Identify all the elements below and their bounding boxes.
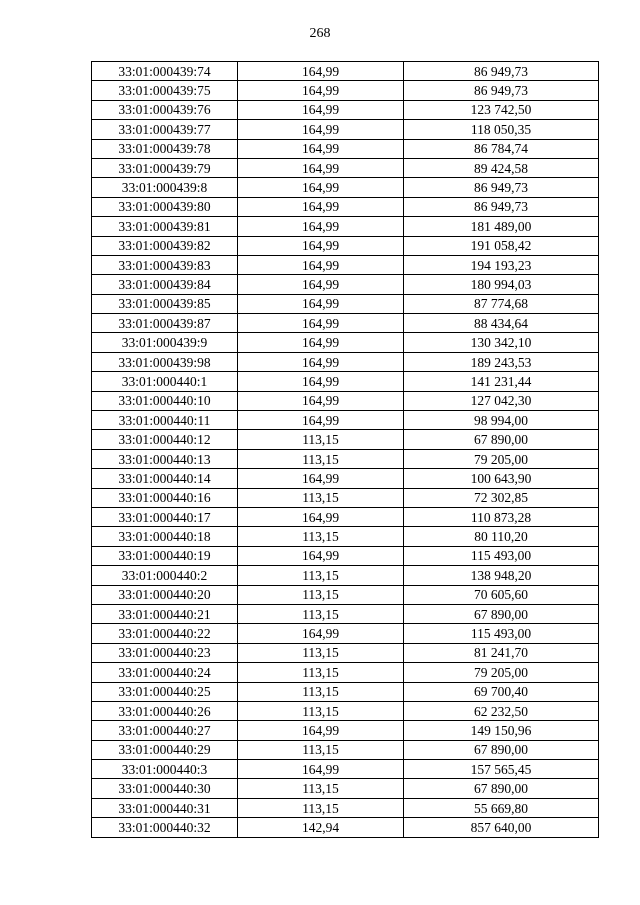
cadastral-number-cell: 33:01:000440:16 bbox=[92, 488, 238, 507]
table-row bbox=[92, 333, 599, 352]
value-cell: 110 873,28 bbox=[404, 507, 599, 526]
table-row bbox=[92, 255, 599, 274]
cadastral-number-cell: 33:01:000440:13 bbox=[92, 449, 238, 468]
cadastral-number-cell: 33:01:000439:81 bbox=[92, 217, 238, 236]
value-cell: 115 493,00 bbox=[404, 546, 599, 565]
value-cell: 194 193,23 bbox=[404, 255, 599, 274]
rate-cell: 164,99 bbox=[238, 100, 404, 119]
rate-cell: 164,99 bbox=[238, 81, 404, 100]
rate-cell: 113,15 bbox=[238, 643, 404, 662]
rate-cell: 164,99 bbox=[238, 139, 404, 158]
value-cell: 86 784,74 bbox=[404, 139, 599, 158]
cadastral-number-cell: 33:01:000440:30 bbox=[92, 779, 238, 798]
rate-cell: 164,99 bbox=[238, 255, 404, 274]
cadastral-number-cell: 33:01:000440:20 bbox=[92, 585, 238, 604]
cadastral-number-cell: 33:01:000440:27 bbox=[92, 721, 238, 740]
rate-cell: 113,15 bbox=[238, 488, 404, 507]
cadastral-number-cell: 33:01:000439:87 bbox=[92, 314, 238, 333]
table-row bbox=[92, 352, 599, 371]
value-cell: 86 949,73 bbox=[404, 81, 599, 100]
cadastral-number-cell: 33:01:000439:75 bbox=[92, 81, 238, 100]
value-cell: 180 994,03 bbox=[404, 275, 599, 294]
value-cell: 138 948,20 bbox=[404, 566, 599, 585]
table-row bbox=[92, 469, 599, 488]
cadastral-number-cell: 33:01:000439:76 bbox=[92, 100, 238, 119]
table-row bbox=[92, 488, 599, 507]
rate-cell: 164,99 bbox=[238, 197, 404, 216]
value-cell: 67 890,00 bbox=[404, 779, 599, 798]
cadastral-number-cell: 33:01:000440:11 bbox=[92, 411, 238, 430]
cadastral-number-cell: 33:01:000440:22 bbox=[92, 624, 238, 643]
table-row bbox=[92, 682, 599, 701]
table-row bbox=[92, 527, 599, 546]
rate-cell: 164,99 bbox=[238, 236, 404, 255]
cadastral-number-cell: 33:01:000440:24 bbox=[92, 663, 238, 682]
value-cell: 98 994,00 bbox=[404, 411, 599, 430]
rate-cell: 164,99 bbox=[238, 178, 404, 197]
rate-cell: 164,99 bbox=[238, 158, 404, 177]
cadastral-number-cell: 33:01:000439:98 bbox=[92, 352, 238, 371]
table-row bbox=[92, 760, 599, 779]
cadastral-number-cell: 33:01:000440:12 bbox=[92, 430, 238, 449]
cadastral-number-cell: 33:01:000440:31 bbox=[92, 798, 238, 817]
rate-cell: 113,15 bbox=[238, 701, 404, 720]
cadastral-number-cell: 33:01:000439:84 bbox=[92, 275, 238, 294]
cadastral-number-cell: 33:01:000440:23 bbox=[92, 643, 238, 662]
table-row bbox=[92, 585, 599, 604]
cadastral-number-cell: 33:01:000440:19 bbox=[92, 546, 238, 565]
rate-cell: 113,15 bbox=[238, 527, 404, 546]
rate-cell: 113,15 bbox=[238, 779, 404, 798]
rate-cell: 164,99 bbox=[238, 391, 404, 410]
cadastral-number-cell: 33:01:000440:3 bbox=[92, 760, 238, 779]
rate-cell: 164,99 bbox=[238, 217, 404, 236]
table-row bbox=[92, 158, 599, 177]
value-cell: 87 774,68 bbox=[404, 294, 599, 313]
cadastral-number-cell: 33:01:000440:10 bbox=[92, 391, 238, 410]
value-cell: 115 493,00 bbox=[404, 624, 599, 643]
table-row bbox=[92, 120, 599, 139]
cadastral-number-cell: 33:01:000440:25 bbox=[92, 682, 238, 701]
cadastral-number-cell: 33:01:000439:78 bbox=[92, 139, 238, 158]
cadastral-number-cell: 33:01:000440:1 bbox=[92, 372, 238, 391]
cadastral-value-table bbox=[91, 61, 599, 838]
rate-cell: 164,99 bbox=[238, 546, 404, 565]
rate-cell: 164,99 bbox=[238, 507, 404, 526]
cadastral-number-cell: 33:01:000439:85 bbox=[92, 294, 238, 313]
table-row bbox=[92, 546, 599, 565]
table-row bbox=[92, 740, 599, 759]
table-row bbox=[92, 507, 599, 526]
table-row bbox=[92, 721, 599, 740]
value-cell: 81 241,70 bbox=[404, 643, 599, 662]
table-row bbox=[92, 275, 599, 294]
table-row bbox=[92, 798, 599, 817]
value-cell: 72 302,85 bbox=[404, 488, 599, 507]
value-cell: 70 605,60 bbox=[404, 585, 599, 604]
cadastral-number-cell: 33:01:000439:8 bbox=[92, 178, 238, 197]
value-cell: 857 640,00 bbox=[404, 818, 599, 837]
value-cell: 88 434,64 bbox=[404, 314, 599, 333]
rate-cell: 164,99 bbox=[238, 624, 404, 643]
rate-cell: 113,15 bbox=[238, 604, 404, 623]
rate-cell: 164,99 bbox=[238, 721, 404, 740]
table-row bbox=[92, 449, 599, 468]
cadastral-number-cell: 33:01:000439:79 bbox=[92, 158, 238, 177]
table-row bbox=[92, 139, 599, 158]
rate-cell: 164,99 bbox=[238, 372, 404, 391]
cadastral-number-cell: 33:01:000439:83 bbox=[92, 255, 238, 274]
table-row bbox=[92, 372, 599, 391]
table-row bbox=[92, 236, 599, 255]
table-row bbox=[92, 391, 599, 410]
rate-cell: 113,15 bbox=[238, 798, 404, 817]
rate-cell: 164,99 bbox=[238, 469, 404, 488]
table-row bbox=[92, 430, 599, 449]
rate-cell: 113,15 bbox=[238, 682, 404, 701]
rate-cell: 142,94 bbox=[238, 818, 404, 837]
value-cell: 141 231,44 bbox=[404, 372, 599, 391]
table-row bbox=[92, 818, 599, 837]
cadastral-number-cell: 33:01:000439:80 bbox=[92, 197, 238, 216]
rate-cell: 164,99 bbox=[238, 760, 404, 779]
rate-cell: 113,15 bbox=[238, 740, 404, 759]
rate-cell: 164,99 bbox=[238, 352, 404, 371]
table-row bbox=[92, 178, 599, 197]
table-row bbox=[92, 314, 599, 333]
value-cell: 100 643,90 bbox=[404, 469, 599, 488]
rate-cell: 164,99 bbox=[238, 411, 404, 430]
value-cell: 86 949,73 bbox=[404, 178, 599, 197]
rate-cell: 113,15 bbox=[238, 430, 404, 449]
table-row bbox=[92, 566, 599, 585]
table-row bbox=[92, 701, 599, 720]
table-row bbox=[92, 779, 599, 798]
cadastral-number-cell: 33:01:000440:18 bbox=[92, 527, 238, 546]
value-cell: 80 110,20 bbox=[404, 527, 599, 546]
cadastral-number-cell: 33:01:000440:14 bbox=[92, 469, 238, 488]
value-cell: 130 342,10 bbox=[404, 333, 599, 352]
value-cell: 79 205,00 bbox=[404, 663, 599, 682]
value-cell: 79 205,00 bbox=[404, 449, 599, 468]
value-cell: 157 565,45 bbox=[404, 760, 599, 779]
value-cell: 86 949,73 bbox=[404, 62, 599, 81]
value-cell: 55 669,80 bbox=[404, 798, 599, 817]
rate-cell: 164,99 bbox=[238, 333, 404, 352]
table-row bbox=[92, 643, 599, 662]
table-row bbox=[92, 604, 599, 623]
value-cell: 189 243,53 bbox=[404, 352, 599, 371]
value-cell: 149 150,96 bbox=[404, 721, 599, 740]
rate-cell: 113,15 bbox=[238, 566, 404, 585]
rate-cell: 113,15 bbox=[238, 449, 404, 468]
cadastral-number-cell: 33:01:000439:82 bbox=[92, 236, 238, 255]
value-cell: 127 042,30 bbox=[404, 391, 599, 410]
cadastral-number-cell: 33:01:000440:29 bbox=[92, 740, 238, 759]
value-cell: 181 489,00 bbox=[404, 217, 599, 236]
rate-cell: 164,99 bbox=[238, 314, 404, 333]
value-cell: 118 050,35 bbox=[404, 120, 599, 139]
value-cell: 191 058,42 bbox=[404, 236, 599, 255]
table-row bbox=[92, 100, 599, 119]
table-row bbox=[92, 294, 599, 313]
table-row bbox=[92, 197, 599, 216]
rate-cell: 164,99 bbox=[238, 120, 404, 139]
table-row bbox=[92, 663, 599, 682]
cadastral-number-cell: 33:01:000440:32 bbox=[92, 818, 238, 837]
table-row bbox=[92, 81, 599, 100]
rate-cell: 164,99 bbox=[238, 62, 404, 81]
value-cell: 67 890,00 bbox=[404, 430, 599, 449]
table-row bbox=[92, 411, 599, 430]
rate-cell: 164,99 bbox=[238, 275, 404, 294]
value-cell: 123 742,50 bbox=[404, 100, 599, 119]
value-cell: 67 890,00 bbox=[404, 604, 599, 623]
value-cell: 89 424,58 bbox=[404, 158, 599, 177]
cadastral-number-cell: 33:01:000440:2 bbox=[92, 566, 238, 585]
table-row bbox=[92, 217, 599, 236]
value-cell: 69 700,40 bbox=[404, 682, 599, 701]
value-cell: 62 232,50 bbox=[404, 701, 599, 720]
rate-cell: 113,15 bbox=[238, 585, 404, 604]
rate-cell: 164,99 bbox=[238, 294, 404, 313]
page-number: 268 bbox=[309, 26, 331, 41]
table-body bbox=[92, 62, 599, 838]
cadastral-number-cell: 33:01:000439:9 bbox=[92, 333, 238, 352]
table-row bbox=[92, 62, 599, 81]
cadastral-number-cell: 33:01:000439:74 bbox=[92, 62, 238, 81]
cadastral-number-cell: 33:01:000439:77 bbox=[92, 120, 238, 139]
cadastral-number-cell: 33:01:000440:26 bbox=[92, 701, 238, 720]
table-row bbox=[92, 624, 599, 643]
rate-cell: 113,15 bbox=[238, 663, 404, 682]
value-cell: 86 949,73 bbox=[404, 197, 599, 216]
value-cell: 67 890,00 bbox=[404, 740, 599, 759]
cadastral-number-cell: 33:01:000440:17 bbox=[92, 507, 238, 526]
cadastral-number-cell: 33:01:000440:21 bbox=[92, 604, 238, 623]
